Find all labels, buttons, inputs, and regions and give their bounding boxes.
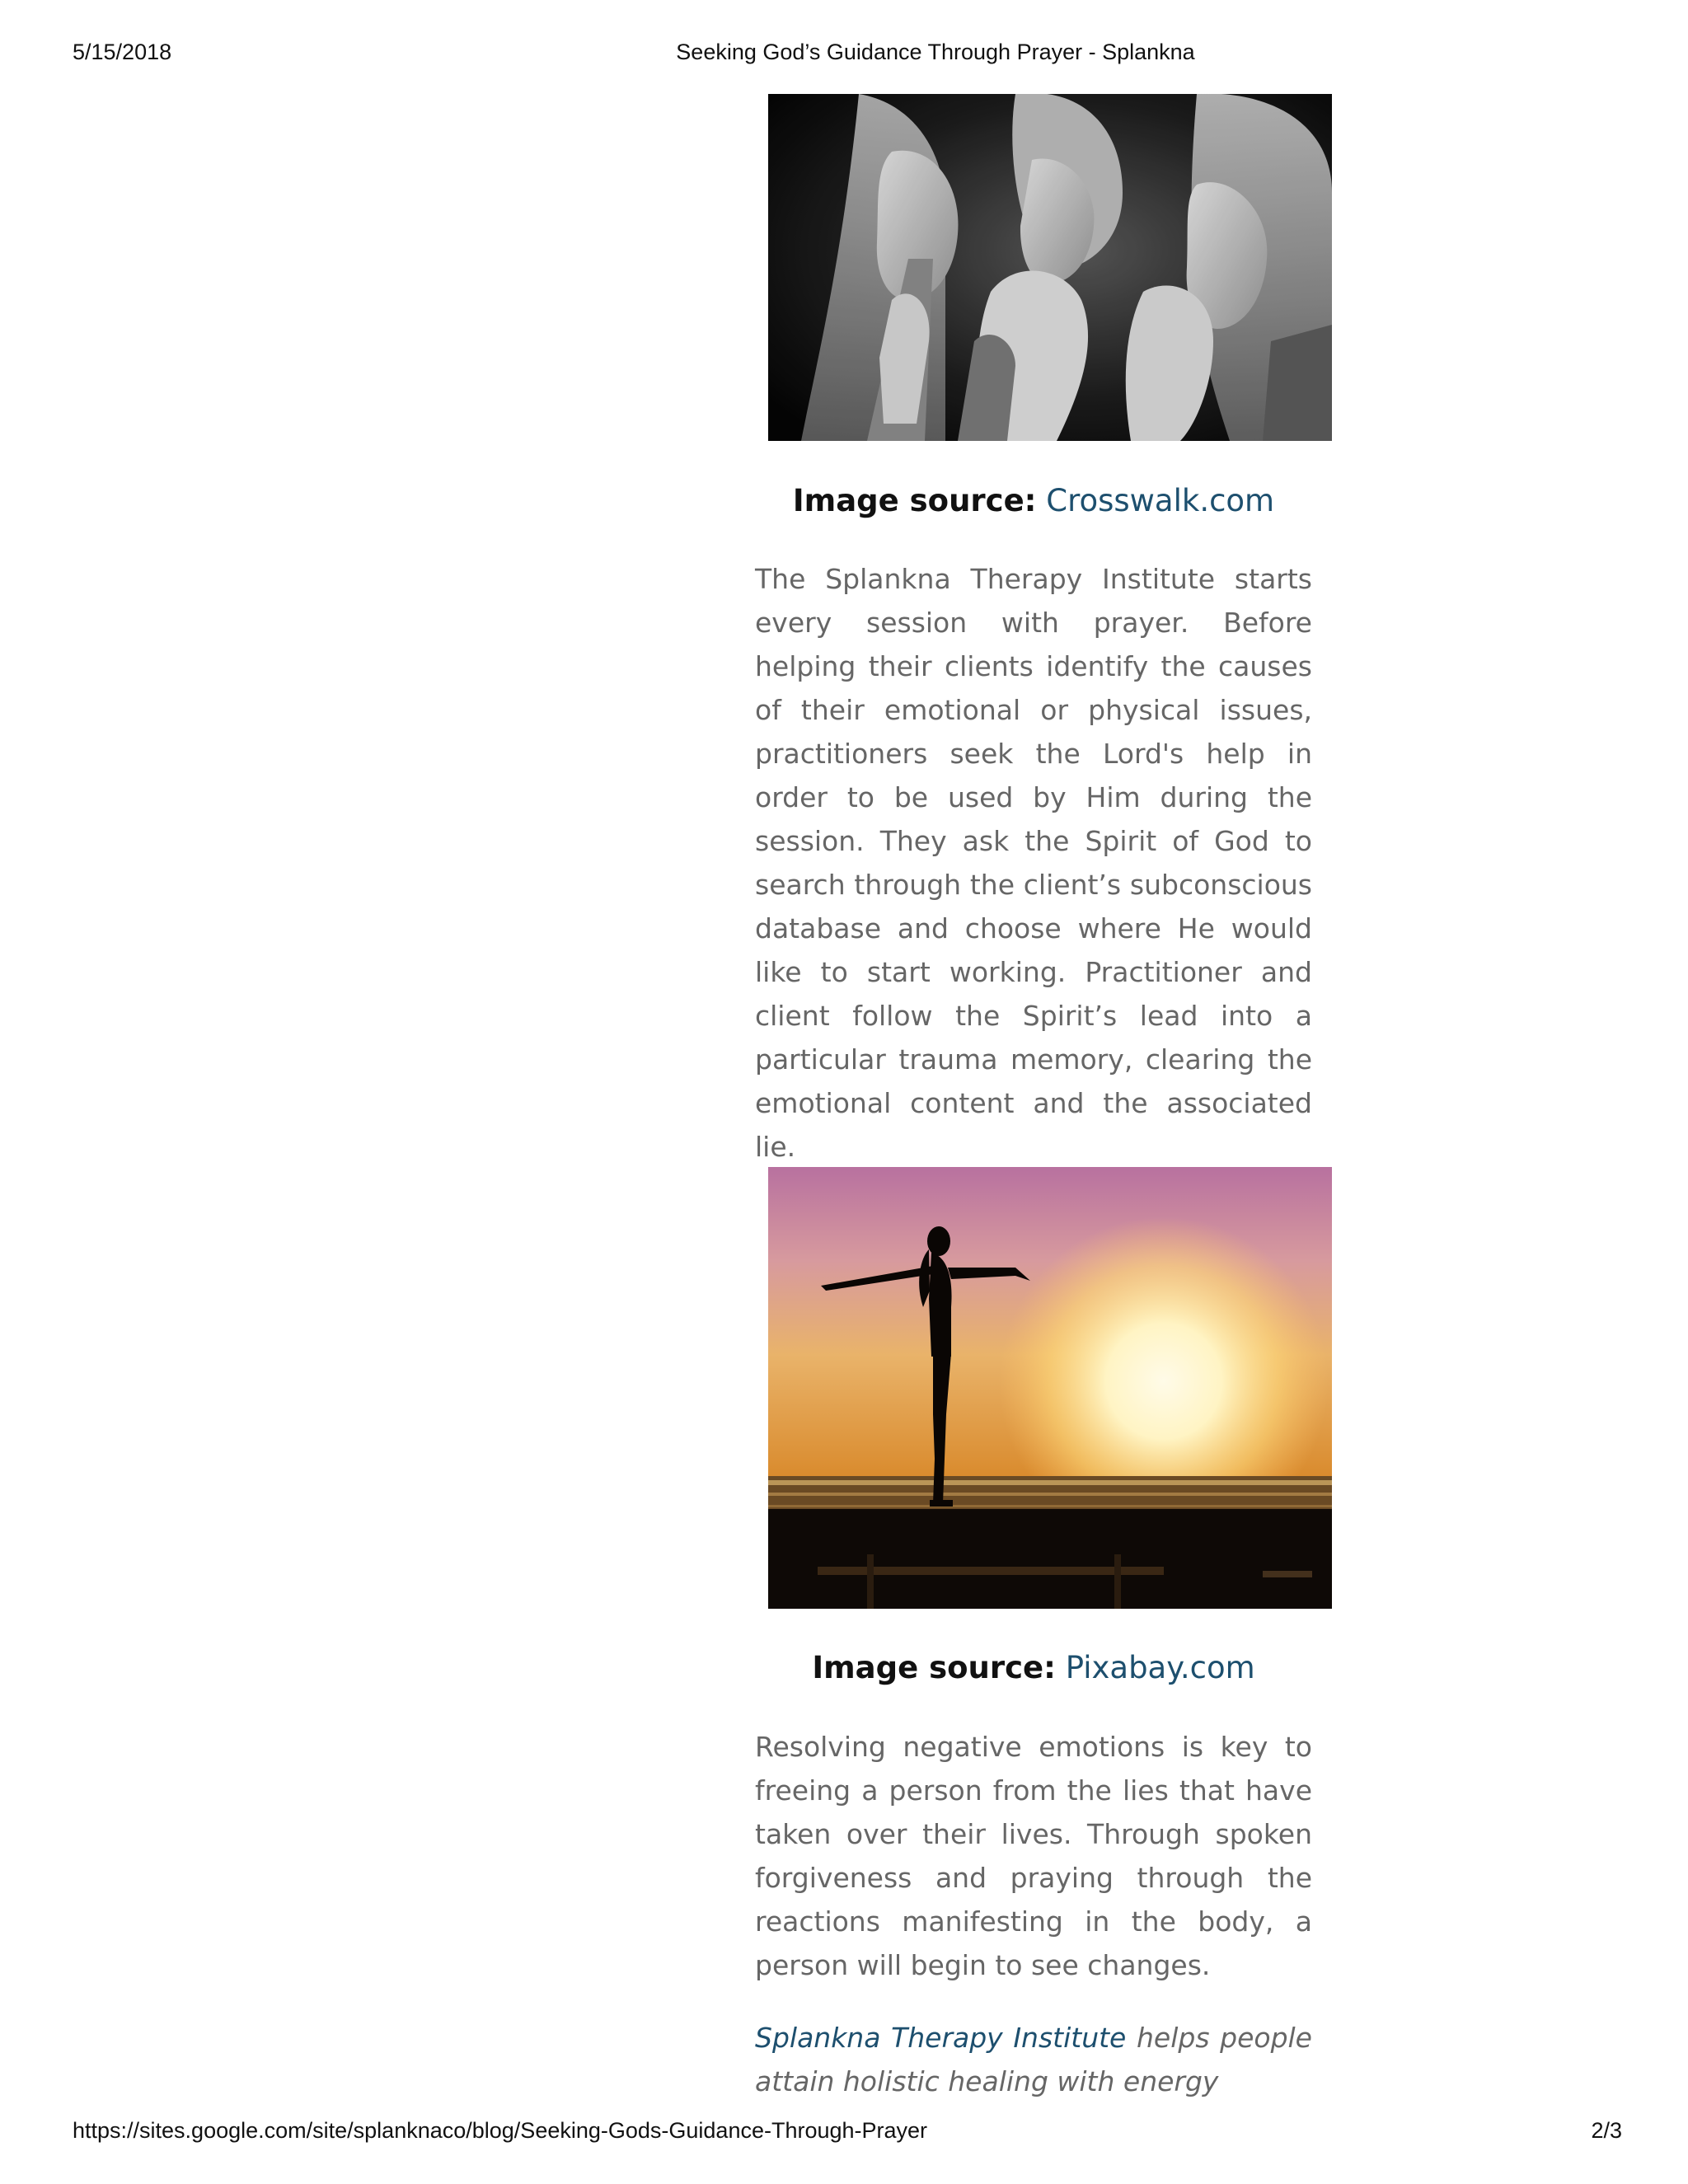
caption-label: Image source: [792, 483, 1037, 518]
print-page-title: Seeking God’s Guidance Through Prayer - Splankna [676, 40, 1195, 64]
body-paragraph-3 [755, 2016, 1312, 2102]
pixabay-source-link[interactable]: Pixabay.com [1065, 1650, 1255, 1685]
sunset-silhouette-image [768, 1167, 1332, 1609]
image-caption-1 [755, 483, 1312, 518]
print-header [0, 40, 1688, 69]
print-footer [0, 2118, 1688, 2148]
body-paragraph-2: Resolving negative emotions is key to freeing a person from the lies that have taken over their lives. Through spoken forgiveness and praying through the reactions manifesting in the body, a person will begin to see changes. [755, 1731, 1312, 1981]
caption-label: Image source: [812, 1650, 1056, 1685]
image-caption-2 [755, 1650, 1312, 1685]
print-page-url: https://sites.google.com/site/splanknaco/blog/Seeking-Gods-Guidance-Through-Prayer [73, 2118, 928, 2143]
paragraph-3-text: helps people attain holistic healing with energy [755, 2022, 1312, 2097]
print-date: 5/15/2018 [73, 40, 172, 64]
splankna-institute-link[interactable]: Splankna Therapy Institute [755, 2022, 1127, 2054]
print-page-number: 2/3 [1591, 2118, 1622, 2143]
praying-family-image [768, 94, 1332, 441]
crosswalk-source-link[interactable]: Crosswalk.com [1046, 483, 1275, 518]
body-paragraph-1: The Splankna Therapy Institute starts every session with prayer. Before helping their clients identify the causes of their emotional or physical issues, practitioners seek the Lord's help in order to be used by Him during the session. They ask the Spirit of God to search through the client’s subconscious database and choose where He would like to start working. Practitioner and client follow the Spirit’s lead into a particular trauma memory, clearing the emotional content and the associated lie. [755, 563, 1312, 1163]
